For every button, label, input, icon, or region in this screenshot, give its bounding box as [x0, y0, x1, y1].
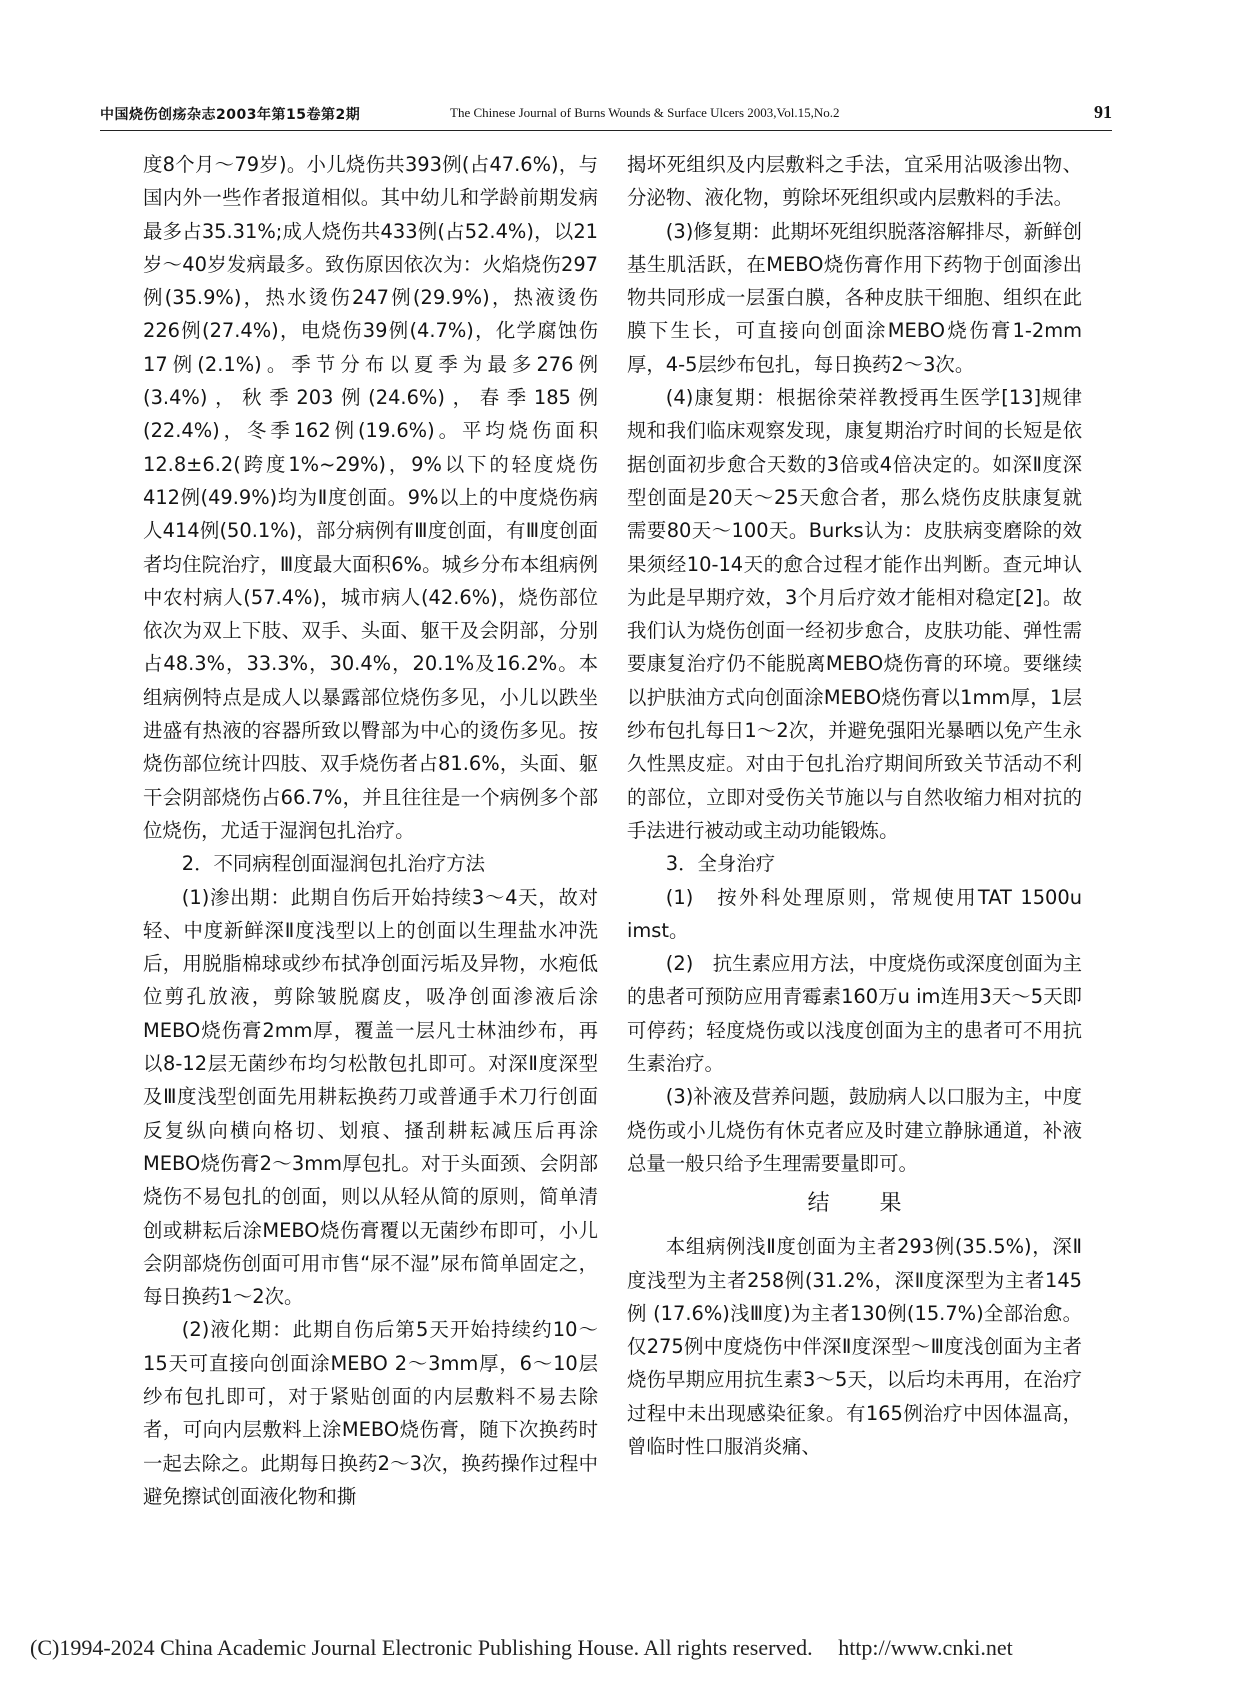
paragraph-systemic-1: (1) 按外科处理原则，常规使用TAT 1500u imst。	[627, 885, 1082, 942]
paragraph-recovery-phase: (4)康复期：根据徐荣祥教授再生医学[13]规律规和我们临床观察发现，康复期治疗时间的长短是依据创面初步愈合天数的3倍或4倍决定的。如深Ⅱ度深型创面是20天～25天愈合者，那么烧伤皮肤康复就需要80天～100天。Burks认为：皮肤病变磨除的效果须经10-14天的愈合过程才能作出判断。查元坤认为此是早期疗效，3个月后疗效才能相对稳定[2]。故我们认为烧伤创面一经初步愈合，皮肤功能、弹性需要康复治疗仍不能脱离MEBO烧伤膏的环境。要继续以护肤油方式向创面涂MEBO烧伤膏以1mm厚，1层纱布包扎每日1～2次，并避免强阳光暴晒以免产生永久性黑皮症。对由于包扎治疗期间所致关节活动不利的部位，立即对受伤关节施以与自然收缩力相对抗的手法进行被动或主动功能锻炼。	[627, 386, 1082, 842]
right-column	[627, 148, 1082, 1463]
paragraph-systemic-2: (2) 抗生素应用方法，中度烧伤或深度创面为主的患者可预防应用青霉素160万u im连用3天～5天即可停药；轻度烧伤或以浅度创面为主的患者可不用抗生素治疗。	[627, 952, 1082, 1076]
results-heading: 结果	[807, 1191, 952, 1217]
section-heading-methods: 2．不同病程创面湿润包扎治疗方法	[181, 852, 485, 876]
left-column	[143, 148, 598, 1513]
paragraph-continued: 揭坏死组织及内层敷料之手法，宜采用沾吸渗出物、分泌物、液化物，剪除坏死组织或内层敷料的手法。	[627, 153, 1082, 210]
paragraph-exudation-phase: (1)渗出期：此期自伤后开始持续3～4天，故对轻、中度新鲜深Ⅱ度浅型以上的创面以生理盐水冲洗后，用脱脂棉球或纱布拭净创面污垢及异物，水疱低位剪孔放液，剪除皱脱腐皮，吸净创面渗液后涂MEBO烧伤膏2mm厚，覆盖一层凡士林油纱布，再以8-12层无菌纱布均匀松散包扎即可。对深Ⅱ度深型及Ⅲ度浅型创面先用耕耘换药刀或普通手术刀行创面反复纵向横向格切、划痕、搔刮耕耘减压后再涂MEBO烧伤膏2～3mm厚包扎。对于头面颈、会阴部烧伤不易包扎的创面，则以从轻从简的原则，简单清创或耕耘后涂MEBO烧伤膏覆以无菌纱布即可，小儿会阴部烧伤创面可用市售“尿不湿”尿布简单固定之，每日换药1～2次。	[143, 885, 598, 1309]
paragraph-statistics: 度8个月～79岁)。小儿烧伤共393例(占47.6%)，与国内外一些作者报道相似。其中幼儿和学龄前期发病最多占35.31%;成人烧伤共433例(占52.4%)，以21岁～40岁发病最多。致伤原因依次为：火焰烧伤297例(35.9%)，热水烫伤247例(29.9%)，热液烫伤226例(27.4%)，电烧伤39例(4.7%)，化学腐蚀伤17例(2.1%)。季节分布以夏季为最多276例(3.4%)，秋季203例(24.6%)，春季185例(22.4%)，冬季162例(19.6%)。平均烧伤面积12.8±6.2(跨度1%~29%)，9%以下的轻度烧伤412例(49.9%)均为Ⅱ度创面。9%以上的中度烧伤病人414例(50.1%)，部分病例有Ⅲ度创面，有Ⅲ度创面者均住院治疗，Ⅲ度最大面积6%。城乡分布本组病例中农村病人(57.4%)，城市病人(42.6%)，烧伤部位依次为双上下肢、双手、头面、躯干及会阴部，分别占48.3%，33.3%，30.4%，20.1%及16.2%。本组病例特点是成人以暴露部位烧伤多见，小儿以跌坐进盛有热液的容器所致以臀部为中心的烫伤多见。按烧伤部位统计四肢、双手烧伤者占81.6%，头面、躯干会阴部烧伤占66.7%，并且往往是一个病例多个部位烧伤，尤适于湿润包扎治疗。	[143, 153, 598, 842]
copyright-footer	[30, 1635, 1013, 1661]
section-heading-systemic: 3．全身治疗	[665, 852, 776, 876]
paragraph-repair-phase: (3)修复期：此期坏死组织脱落溶解排尽，新鲜创基生肌活跃，在MEBO烧伤膏作用下药物于创面渗出物共同形成一层蛋白膜，各种皮肤干细胞、组织在此膜下生长，可直接向创面涂MEBO烧伤膏1-2mm厚，4-5层纱布包扎，每日换药2～3次。	[627, 219, 1082, 376]
journal-title-en: The Chinese Journal of Burns Wounds & Surface Ulcers 2003,Vol.15,No.2	[450, 105, 840, 120]
header-rule	[100, 130, 1112, 131]
journal-title-cn: 中国烧伤创疡杂志2003年第15卷第2期	[100, 107, 361, 123]
paragraph-systemic-3: (3)补液及营养问题，鼓励病人以口服为主，中度烧伤或小儿烧伤有休克者应及时建立静脉通道，补液总量一般只给予生理需要量即可。	[627, 1085, 1082, 1175]
copyright-text: (C)1994-2024 China Academic Journal Electronic Publishing House. All rights reserved.	[30, 1635, 813, 1660]
footer-url: http://www.cnki.net	[838, 1635, 1013, 1660]
running-header	[100, 100, 1112, 136]
paragraph-results: 本组病例浅Ⅱ度创面为主者293例(35.5%)，深Ⅱ度浅型为主者258例(31.2%，深Ⅱ度深型为主者145例 (17.6%)浅Ⅲ度)为主者130例(15.7%)全部治愈。仅275例中度烧伤中伴深Ⅱ度深型～Ⅲ度浅创面为主者烧伤早期应用抗生素3～5天，以后均未再用，在治疗过程中未出现感染征象。有165例治疗中因体温高，曾临时性口服消炎痛、	[627, 1235, 1082, 1458]
paragraph-liquefaction-phase: (2)液化期：此期自伤后第5天开始持续约10～15天可直接向创面涂MEBO 2～3mm厚，6～10层纱布包扎即可，对于紧贴创面的内层敷料不易去除者，可向内层敷料上涂MEBO烧伤膏，随下次换药时一起去除之。此期每日换药2～3次，换药操作过程中避免擦试创面液化物和撕	[143, 1318, 598, 1508]
page-number: 91	[1094, 102, 1112, 122]
